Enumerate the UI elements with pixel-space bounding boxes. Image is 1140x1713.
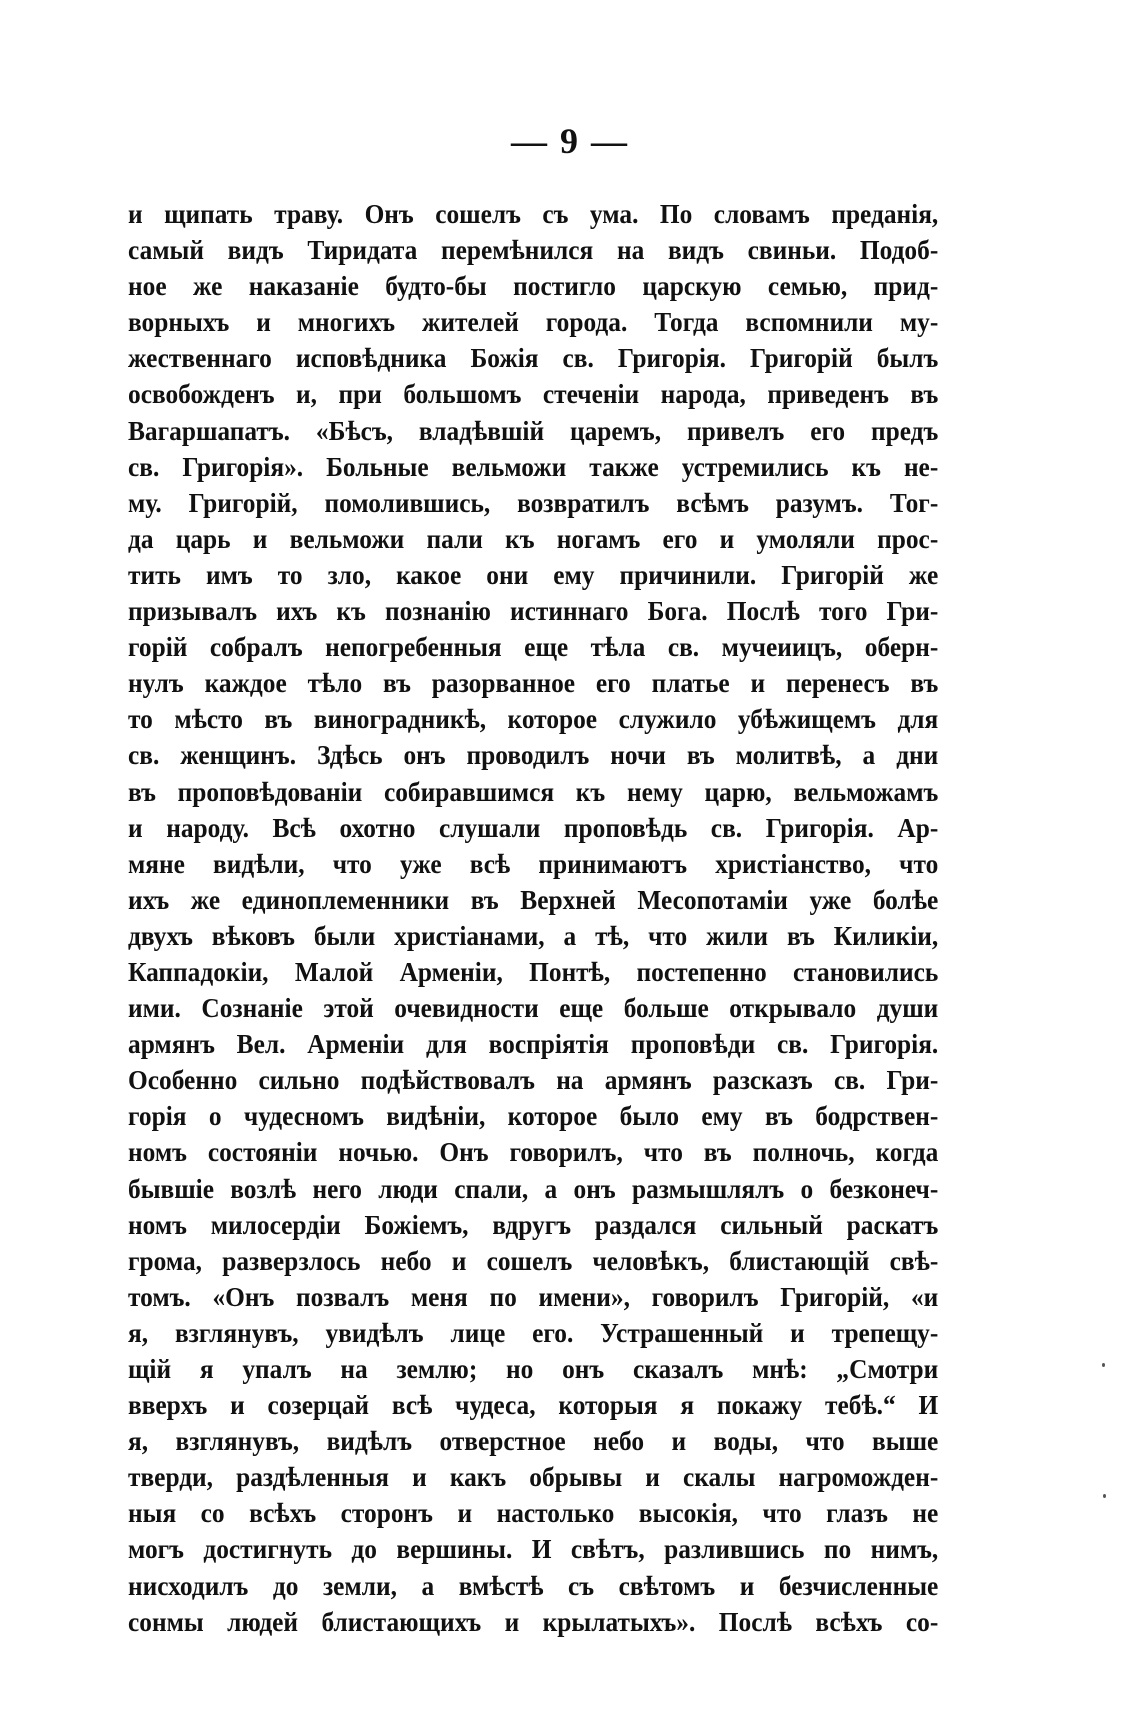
text-line: св. Григорія». Больные вельможи также устремились къ не- — [128, 451, 939, 482]
text-line: горій собралъ непогребенныя еще тѣла св. мучеиицъ, оберн- — [128, 632, 939, 663]
text-line: я, взглянувъ, увидѣлъ лице его. Устрашенный и трепещу- — [128, 1317, 939, 1348]
print-speck — [1102, 1363, 1105, 1367]
print-speck — [1103, 1494, 1106, 1498]
text-line: щій я упалъ на землю; но онъ сказалъ мнѣ: „Смотри — [128, 1354, 939, 1384]
page-text — [128, 196, 938, 1640]
text-line: и щипать траву. Онъ сошелъ съ ума. По словамъ преданія, — [128, 199, 939, 229]
text-line: армянъ Вел. Арменіи для воспріятія проповѣди св. Григорія. — [128, 1029, 939, 1060]
text-line: номъ состояніи ночью. Онъ говорилъ, что въ полночь, когда — [128, 1137, 939, 1168]
text-line: жественнаго исповѣдника Божія св. Григорія. Григорій былъ — [128, 343, 939, 374]
text-line: сонмы людей блистающихъ и крылатыхъ». Послѣ всѣхъ со- — [128, 1606, 939, 1637]
text-line: и народу. Всѣ охотно слушали проповѣдь св. Григорія. Ар- — [128, 812, 939, 843]
text-line: грома, разверзлось небо и сошелъ человѣкъ, блистающій свѣ- — [128, 1245, 939, 1276]
text-line: св. женщинъ. Здѣсь онъ проводилъ ночи въ молитвѣ, а дни — [128, 740, 939, 771]
text-line: ихъ же единоплеменники въ Верхней Месопотаміи уже болѣе — [128, 884, 939, 915]
text-line: призывалъ ихъ къ познанію истиннаго Бога. Послѣ того Гри- — [128, 596, 939, 627]
text-line: ими. Сознаніе этой очевидности еще больше открывало души — [128, 993, 939, 1024]
text-line: ное же наказаніе будто-бы постигло царскую семью, прид- — [128, 271, 939, 302]
text-line: мяне видѣли, что уже всѣ принимаютъ христіанство, что — [128, 848, 939, 879]
text-line: Особенно сильно подѣйствовалъ на армянъ разсказъ св. Гри- — [128, 1065, 939, 1096]
text-line: Вагаршапатъ. «Бѣсъ, владѣвшій царемъ, привелъ его предъ — [128, 415, 939, 446]
text-line: самый видъ Тиридата перемѣнился на видъ свиньи. Подоб- — [128, 235, 939, 266]
text-line: то мѣсто въ виноградникѣ, которое служило убѣжищемъ для — [128, 704, 939, 735]
text-line: ворныхъ и многихъ жителей города. Тогда вспомнили му- — [128, 307, 939, 338]
text-line: могъ достигнуть до вершины. И свѣтъ, разлившись по нимъ, — [128, 1534, 939, 1565]
text-line: тить имъ то зло, какое они ему причинили. Григорій же — [128, 559, 939, 590]
text-line: бывшіе возлѣ него люди спали, а онъ размышлялъ о безконеч- — [128, 1173, 939, 1204]
text-line: я, взглянувъ, видѣлъ отверстное небо и воды, что выше — [128, 1426, 939, 1457]
text-line: Каппадокіи, Малой Арменіи, Понтѣ, постепенно становились — [128, 956, 939, 987]
text-line: нисходилъ до земли, а вмѣстѣ съ свѣтомъ и безчисленные — [128, 1570, 939, 1601]
text-line: да царь и вельможи пали къ ногамъ его и умоляли прос- — [128, 523, 939, 554]
text-line: освобожденъ и, при большомъ стеченіи народа, приведенъ въ — [128, 379, 939, 410]
text-line: въ проповѣдованіи собиравшимся къ нему царю, вельможамъ — [128, 776, 939, 807]
text-line: номъ милосердіи Божіемъ, вдругъ раздался сильный раскатъ — [128, 1209, 939, 1240]
text-line: му. Григорій, помолившись, возвратилъ всѣмъ разумъ. Тог- — [128, 487, 939, 518]
text-line: нулъ каждое тѣло въ разорванное его платье и перенесъ въ — [128, 668, 939, 699]
text-line: вверхъ и созерцай всѣ чудеса, которыя я покажу тебѣ.“ И — [128, 1390, 939, 1421]
text-line: горія о чудесномъ видѣніи, которое было ему въ бодрствен- — [128, 1101, 939, 1132]
text-line: ныя со всѣхъ сторонъ и настолько высокія, что глазъ не — [128, 1498, 939, 1529]
text-line: двухъ вѣковъ были христіанами, а тѣ, что жили въ Киликіи, — [128, 920, 939, 951]
page-number: — 9 — — [511, 121, 629, 161]
text-line: томъ. «Онъ позвалъ меня по имени», говорилъ Григорій, «и — [128, 1281, 939, 1312]
text-line: тверди, раздѣленныя и какъ обрывы и скалы нагроможден- — [128, 1462, 939, 1493]
